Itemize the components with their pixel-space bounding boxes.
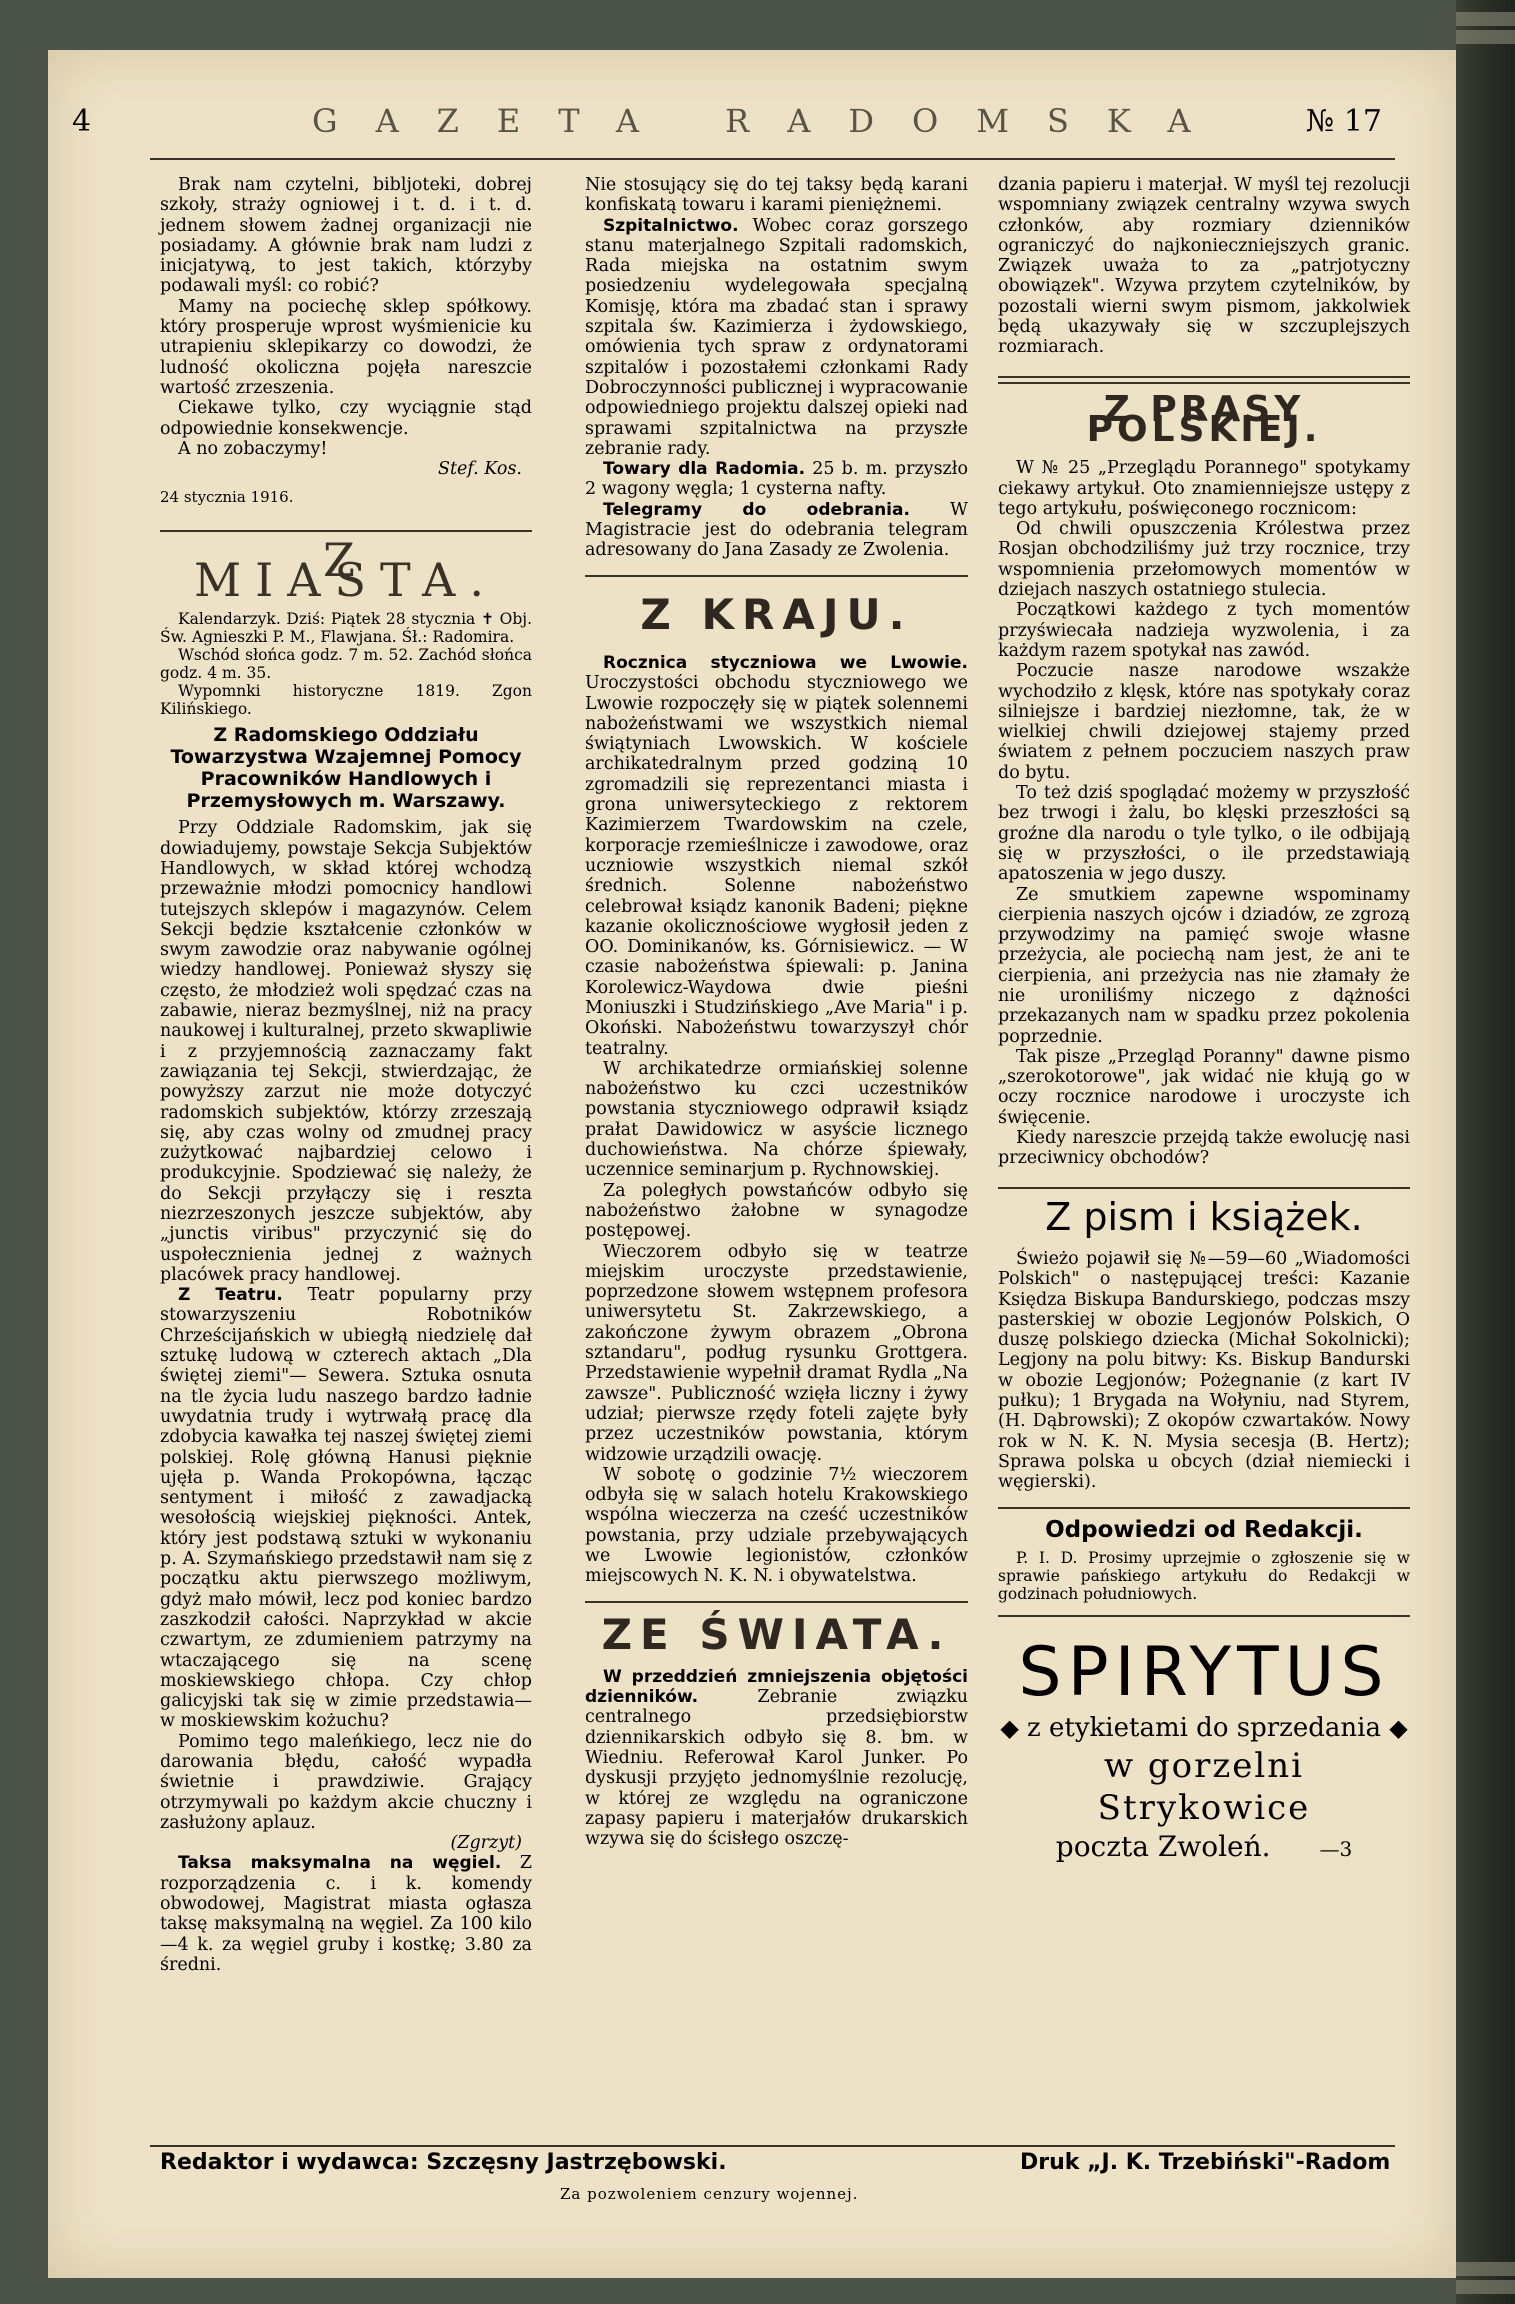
ad-headline: SPIRYTUS <box>1018 1632 1390 1712</box>
diamond-icon: ◆ <box>1000 1713 1019 1742</box>
divider <box>998 1615 1410 1617</box>
paragraph: Tak pisze „Przegląd Poranny" dawne pismo „szerokotorowe", jak widać nie kłują go w oczy rocznice narodowe i uroczyste ich święcenie. <box>998 1046 1410 1128</box>
section-title-z-miasta: Z MIASTA. <box>193 532 498 608</box>
paragraph: W sobotę o godzinie 7½ wieczorem odbyła się w salach hotelu Krakowskiego wspólna wieczerza na cześć uczestników powstania, przy udziale przebywających we Lwowie legionistów, członków miejscowych N. K. N. i obywatelstwa. <box>585 1464 968 1587</box>
article-heading: Z Teatru. <box>178 1285 283 1306</box>
page-header <box>72 98 1402 154</box>
paragraph: P. I. D. Prosimy uprzejmie o zgłoszenie się w sprawie pańskiego artykułu do Redakcji w godzinach południowych. <box>998 1548 1410 1603</box>
paragraph: Świeżo pojawił się №—59—60 „Wiadomości Polskich" o następującej treści: Kazanie Księdza Biskupa Bandurskiego, podczas mszy pasterskiej w obozie Legjonów Polskich, O duszę polskiego dziecka (Michał Sokolnicki); Legjony na polu bitwy: Ks. Biskup Bandurski w obozie Legjonów; Pożegnanie (z kart IV pułku); 1 Brygada na Wołyniu, nad Styrem, (H. Dąbrowski); Z okopów czwartaków. Nowy rok w N. K. N. Mysia secesja (B. Hertz); Sprawa polska u obcych (dział niemiecki i węgierski). <box>998 1248 1410 1493</box>
header-rule <box>150 158 1395 160</box>
column-2 <box>585 175 968 1850</box>
paragraph: Za poległych powstańców odbyło się nabożeństwo żałobne w synagodze postępowej. <box>585 1180 968 1242</box>
paragraph: Z rozporządzenia c. i k. komendy obwodowej, Magistrat miasta ogłasza taksę maksymalną na węgiel. Za 100 kilo —4 k. za węgiel gruby i kostkę; 3.80 za średni. <box>160 1853 532 1975</box>
paragraph: Wobec coraz gorszego stanu materjalnego Szpitali radomskich, Rada miejska na ostatnim swym posiedzeniu wydelegowała specjalną Komisję, która ma zbadać stan i sprawy szpitala św. Kazimierza i żydowskiego, omówienia tych spraw z ordynatorami szpitalów i pozostałemi członkami Rady Dobroczynności publicznej i wypracowanie odpowiedniego projektu dalszej opieki nad sprawami szpitalnictwa na przyszłe zebranie rady. <box>585 215 968 459</box>
article-heading: Odpowiedzi od Redakcji. <box>1045 1516 1363 1543</box>
paragraph: Zebranie związku centralnego przedsiębiorstw dziennikarskich odbyło się 8. bm. w Wiedniu. Referował Karol Junker. Po dyskusji przyjęto jednomyślnie rezolucję, w której ze względu na ograniczone zapasy papieru i materjałów drukarskich wzywa się do ścisłego oszczę- <box>585 1687 968 1850</box>
section-title-z-prasy-polskiej: Z PRASY POLSKIEJ. <box>1086 388 1322 450</box>
paragraph: Poczucie nasze narodowe wszakże wychodziło z klęsk, które nas spotykały coraz silniejsze i bardziej niezłomne, tak, że w wielkiej chwili dziejowej stajemy przed światem z pełnem poczuciem naszych praw do bytu. <box>998 661 1410 783</box>
paragraph: W archikatedrze ormiańskiej solenne nabożeństwo ku czci uczestników powstania styczniowego odprawił ksiądz prałat Dawidowicz w asyście licznego duchowieństwa. Na chórze śpiewały, uczennice seminarjum p. Rychnowskiej. <box>585 1058 968 1181</box>
paragraph: Początkowi każdego z tych momentów przyświecała nadzieja wyzwolenia, i za każdym razem spotykał nas zawód. <box>998 600 1410 661</box>
article-heading: Towary dla Radomia. <box>603 459 806 480</box>
paragraph: Mamy na pociechę sklep spółkowy. który prosperuje wprost wyśmienicie ku utrapieniu sklepikarzy co dowodzi, że ludność okoliczna pojęła nareszcie wartość zrzeszenia. <box>160 296 532 398</box>
paragraph: Ciekawe tylko, czy wyciągnie stąd odpowiednie konsekwencje. <box>160 398 532 439</box>
column-1 <box>160 175 532 1975</box>
article-heading: Z Radomskiego Oddziału Towarzystwa Wzajemnej Pomocy Pracowników Handlowych i Przemysłowych m. Warszawy. <box>170 724 522 813</box>
paragraph: 25 b. m. przyszło 2 wagony węgla; 1 cysterna nafty. <box>585 459 968 500</box>
paragraph: Pomimo tego maleńkiego, lecz nie do darowania błędu, całość wypadła świetnie i prawdziwie. Grający otrzymywali po każdym akcie chuczny i zasłużony aplauz. <box>160 1731 532 1833</box>
section-title-z-pism-i-ksiazek: Z pism i książek. <box>1045 1194 1363 1239</box>
divider <box>585 1601 968 1603</box>
diamond-icon: ◆ <box>1389 1713 1408 1742</box>
paragraph: dzania papieru i materjał. W myśl tej rezolucji wspomniany związek centralny wzywa swych członków, aby rozmiary dzienników ograniczyć do najkonieczniejszych granic. Związek uważa to za „patrjotyczny obowiązek". Wzywa przytem czytelników, by pozostali wierni swym pismom, jakkolwiek będą ukazywały się w szczuplejszych rozmiarach. <box>998 175 1410 358</box>
paragraph: Kiedy nareszcie przejdą także ewolucję nasi przeciwnicy obchodów? <box>998 1128 1410 1169</box>
ad-line: w gorzelni Strykowice <box>1097 1745 1311 1828</box>
article-heading: Telegramy do odebrania. <box>603 499 910 520</box>
divider <box>998 1507 1410 1509</box>
paragraph: Przy Oddziale Radomskim, jak się dowiadujemy, powstaje Sekcja Subjektów Handlowych, w skład której wchodzą przeważnie młodzi pomocnicy handlowi tutejszych sklepów i magazynów. Celem Sekcji będzie kształcenie członków w swym zawodzie oraz nabywanie ogólnej wiedzy handlowej. Ponieważ słyszy się często, że młodzież woli spędzać czas na zabawie, nieraz bezmyślnej, niż na pracy naukowej i kulturalnej, przeto skwapliwie i z przyjemnością zaznaczamy fakt zawiązania tej Sekcji, stwierdzając, że powyższy zarzut nie może dotyczyć radomskich subjektów, którzy zrzeszają się, aby czas wolny od zmudnej pracy zużytkować najbardziej celowo i produkcyjnie. Spodziewać się należy, że do Sekcji przyłączy się i reszta niezrzeszonych jeszcze subjektów, aby „junctis viribus" przyczynić się do uspołecznienia jednej z ważnych placówek pracy handlowej. <box>160 818 532 1285</box>
article-heading: W przeddzień zmniejszenia objętości dzienników. <box>585 1666 968 1708</box>
dateline: 24 stycznia 1916. <box>160 488 294 507</box>
paragraph: Od chwili opuszczenia Królestwa przez Rosjan obchodziliśmy już trzy rocznice, trzy wspomnienia przełomowych momentów w dziejach naszych ostatniego stulecia. <box>998 519 1410 601</box>
history-note: Wypomnki historyczne 1819. Zgon Kilińskiego. <box>160 682 532 719</box>
signature: Stef. Kos. <box>437 459 522 480</box>
paragraph: W № 25 „Przeglądu Porannego" spotykamy ciekawy artykuł. Oto znamienniejsze ustępy z tego artykułu, poświęconego rocznicom: <box>998 458 1410 519</box>
censorship-note: Za pozwoleniem cenzury wojennej. <box>560 2185 859 2203</box>
column-3 <box>998 175 1410 1867</box>
article-heading: Szpitalnictwo. <box>603 215 739 236</box>
divider <box>585 575 968 577</box>
page-number: 4 <box>72 104 92 139</box>
paragraph: A no zobaczymy! <box>178 438 328 459</box>
divider <box>160 530 532 532</box>
binding-spine <box>1456 0 1515 2304</box>
paragraph: To też dziś spoglądać możemy w przyszłość bez trwogi i żalu, bo klęski przeszłości są groźne dla narodu o tyle tylko, o ile odbijają się w przyszłości, o ile przedstawiają apatoszenia w jego duszy. <box>998 783 1410 885</box>
article-heading: Taksa maksymalna na węgiel. <box>178 1853 502 1874</box>
issue-number: № 17 <box>1305 104 1382 139</box>
divider <box>998 376 1410 384</box>
paragraph: Nie stosujący się do tej taksy będą karani konfiskatą towaru i karami pieniężnemi. <box>585 175 968 216</box>
paragraph: Brak nam czytelni, bibljoteki, dobrej szkoły, straży ogniowej i t. d. i t. d. jednem słowem żadnej organizacji nie posiadamy. A głównie brak nam ludzi z inicjatywą, to jest takich, którzyby podawali myśl: co robić? <box>160 175 532 297</box>
sun-times: Wschód słońca godz. 7 m. 52. Zachód słońca godz. 4 m. 35. <box>160 646 532 683</box>
calendar: Kalendarzyk. Dziś: Piątek 28 stycznia ✝ Obj. Św. Agnieszki P. M., Flawjana. Śł.: Radomira. <box>160 610 532 647</box>
masthead-title: GAZETA RADOMSKA <box>312 102 1229 140</box>
ad-code: —3 <box>1319 1836 1353 1861</box>
ad-line: poczta Zwoleń. <box>1055 1829 1271 1863</box>
ad-line: z etykietami do sprzedania <box>1027 1712 1381 1743</box>
paragraph: Wieczorem odbyło się w teatrze miejskim uroczyste przedstawienie, poprzedzone słowem wstępnem profesora uniwersytetu St. Zakrzewskiego, a zakończone żywym obrazem „Obrona sztandaru", podług rysunku Grottgera. Przedstawienie wypełnił dramat Rydla „Na zawsze". Publiczność wzięła liczny i żywy udział; pierwsze rzędy foteli zajęte były przez uczestników powstania, którym widzowie urządzili owację. <box>585 1241 968 1465</box>
advertisement <box>998 1632 1410 1867</box>
footer-printer: Druk „J. K. Trzebiński"-Radom <box>1020 2150 1391 2175</box>
paragraph: Uroczystości obchodu styczniowego we Lwowie rozpoczęły się w piątek solennemi nabożeństwami we wszystkich niemal świątyniach Lwowskich. W kościele archikatedralnym przed godziną 10 zgromadzili się reprezentanci miasta i grona uniwersyteckiego z rektorem Kazimierzem Twardowskim na czele, korporacje rzemieślnicze i zawodowe, oraz uczniowie wszystkich niemal szkół średnich. Solenne nabożeństwo celebrował ksiądz kanonik Badeni; piękne kazanie okolicznościowe wygłosił jeden z OO. Dominikanów, ks. Górnisiewicz. — W czasie nabożeństwa śpiewali: p. Janina Korolewicz-Waydowa dwie pieśni Moniuszki i Studzińskiego „Ave Maria" i p. Okoński. Nabożeństwu towarzyszył chór teatralny. <box>585 673 968 1059</box>
section-title-ze-swiata: ZE ŚWIATA. <box>601 1609 952 1659</box>
paragraph: W Magistracie jest do odebrania telegram adresowany do Jana Zasady ze Zwolenia. <box>585 499 968 561</box>
section-title-z-kraju: Z KRAJU. <box>640 589 913 639</box>
divider <box>998 1187 1410 1189</box>
paragraph: Ze smutkiem zapewne wspominamy cierpienia naszych ojców i dziadów, ze zgrozą przywodzimy na pamięć swoje własne przeżycia, ale pociechą nam jest, że ani te cierpienia, ani przeżycia nas nie złamały że nie uroniliśmy niczego z dążności przekazanych nam w spadku przez pokolenia poprzednie. <box>998 884 1410 1047</box>
footer-editor: Redaktor i wydawca: Szczęsny Jastrzębowski. <box>160 2150 727 2175</box>
article-heading: Rocznica styczniowa we Lwowie. <box>603 652 968 673</box>
footer-rule <box>150 2145 1395 2147</box>
paragraph: Teatr popularny przy stowarzyszeniu Robotników Chrześcijańskich w ubiegłą niedzielę dał sztukę ludową w czterech aktach „Dla świętej ziemi"— Sewera. Sztuka osnuta na tle życia ludu naszego bardzo ładnie uwydatnia trudy i wytrwałą pracę dla zdobycia kawałka tej naszej świętej ziemi polskiej. Rolę główną Hanusi pięknie ujęła p. Wanda Prokopówna, łącząc sentyment i miłość z zawadjacką wesołością wiejskiej piękności. Antek, który jest podstawą sztuki w wykonaniu p. A. Szymańskiego przedstawił nam się z początku aktu pierwszego możliwym, gdyż mało mówił, lecz pod koniec bardzo zaszkodził całości. Naprzykład w akcie czwartym, ze zdumieniem patrzymy na wtaczającego się na scenę moskiewskiego chłopa. Czy chłop galicyjski tak się w zimie przedstawia— w moskiewskim kożuchu? <box>160 1285 532 1732</box>
signature: (Zgrzyt) <box>450 1833 522 1854</box>
